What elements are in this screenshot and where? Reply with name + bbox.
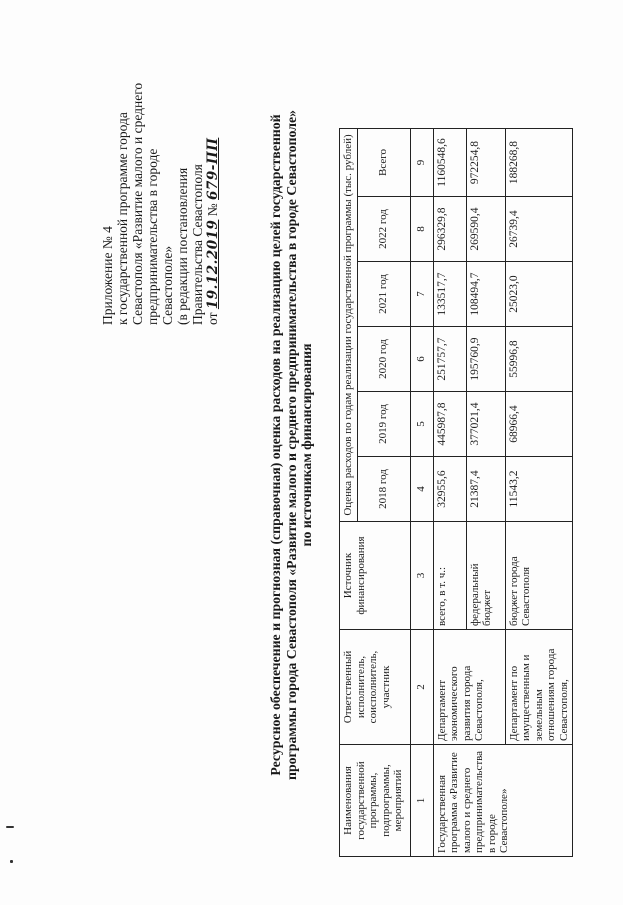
value-cell: 133517,7 bbox=[433, 262, 466, 327]
financing-table bbox=[339, 128, 573, 857]
value-cell: 445987,8 bbox=[433, 392, 466, 457]
executor-cell: Департамент по имущественным и земельным отношениям города Севастополя, bbox=[505, 630, 573, 745]
column-index: 1 bbox=[410, 745, 433, 857]
value-cell: 32955,6 bbox=[433, 457, 466, 522]
executor-cell: Департамент экономического развития города Севастополя, bbox=[433, 630, 505, 745]
header-year: 2019 год bbox=[357, 392, 410, 457]
appendix-line: Приложение № 4 bbox=[100, 226, 115, 325]
resolution-reference bbox=[205, 55, 221, 325]
value-cell: 11543,2 bbox=[505, 457, 573, 522]
resolution-number-label: № bbox=[205, 203, 220, 217]
signature-prefix: от bbox=[205, 312, 220, 325]
appendix-block bbox=[100, 55, 221, 325]
header-year: 2018 год bbox=[357, 457, 410, 522]
column-index-row bbox=[410, 129, 433, 857]
header-year: 2021 год bbox=[357, 262, 410, 327]
funding-source-cell: бюджет города Севастополя bbox=[505, 522, 573, 630]
value-cell: 25023,0 bbox=[505, 262, 573, 327]
column-index: 3 bbox=[410, 522, 433, 630]
appendix-line: Севастополя «Развитие малого и среднего bbox=[130, 82, 145, 325]
value-cell: 1160548,6 bbox=[433, 129, 466, 197]
title-line: программы города Севастополя «Развитие малого и среднего предпринимательства в городе Севастополе» bbox=[283, 110, 299, 780]
column-index: 4 bbox=[410, 457, 433, 522]
appendix-line: к государственной программе города bbox=[115, 112, 130, 325]
value-cell: 108494,7 bbox=[466, 262, 505, 327]
value-cell: 251757,7 bbox=[433, 327, 466, 392]
header-executor: Ответственный исполнитель, соисполнитель, участник bbox=[340, 630, 411, 745]
title-line: по источникам финансирования bbox=[299, 343, 314, 547]
value-cell: 296329,8 bbox=[433, 197, 466, 262]
title-line: Ресурсное обеспечение и прогнозная (справочная) оценка расходов на реализацию целей государственной bbox=[268, 114, 283, 776]
value-cell: 377021,4 bbox=[466, 392, 505, 457]
resolution-date: 19.12.2019 bbox=[205, 219, 221, 310]
value-cell: 55996,8 bbox=[505, 327, 573, 392]
header-year: 2022 год bbox=[357, 197, 410, 262]
value-cell: 269590,4 bbox=[466, 197, 505, 262]
column-index: 8 bbox=[410, 197, 433, 262]
funding-source-cell: федеральный бюджет bbox=[466, 522, 505, 630]
column-index: 2 bbox=[410, 630, 433, 745]
appendix-line: Правительства Севастополя bbox=[190, 164, 205, 325]
header-funding-source: Источник финансирования bbox=[340, 522, 411, 630]
appendix-line: (в редакции постановления bbox=[175, 167, 190, 325]
header-total: Всего bbox=[357, 129, 410, 197]
column-index: 5 bbox=[410, 392, 433, 457]
header-row bbox=[340, 129, 358, 857]
column-index: 6 bbox=[410, 327, 433, 392]
value-cell: 21387,4 bbox=[466, 457, 505, 522]
funding-source-cell: всего, в т. ч.: bbox=[433, 522, 466, 630]
header-year: 2020 год bbox=[357, 327, 410, 392]
column-index: 7 bbox=[410, 262, 433, 327]
value-cell: 972254,8 bbox=[466, 129, 505, 197]
value-cell: 188268,8 bbox=[505, 129, 573, 197]
column-index: 9 bbox=[410, 129, 433, 197]
appendix-line: предпринимательства в городе bbox=[145, 148, 160, 325]
program-name-cell: Государственная программа «Развитие малого и среднего предпринимательства в городе Севастополе» bbox=[433, 745, 573, 857]
document-title bbox=[268, 55, 315, 835]
value-cell: 68966,4 bbox=[505, 392, 573, 457]
value-cell: 26739,4 bbox=[505, 197, 573, 262]
header-expense-estimate: Оценка расходов по годам реализации государственной программы (тыс. рублей) bbox=[340, 129, 358, 522]
value-cell: 195760,9 bbox=[466, 327, 505, 392]
header-program-name: Наименования государственной программы, подпрограммы, мероприятий bbox=[340, 745, 411, 857]
appendix-line: Севастополе» bbox=[160, 245, 175, 325]
resolution-number: 679-ПП bbox=[205, 137, 221, 200]
table-row bbox=[433, 129, 466, 857]
